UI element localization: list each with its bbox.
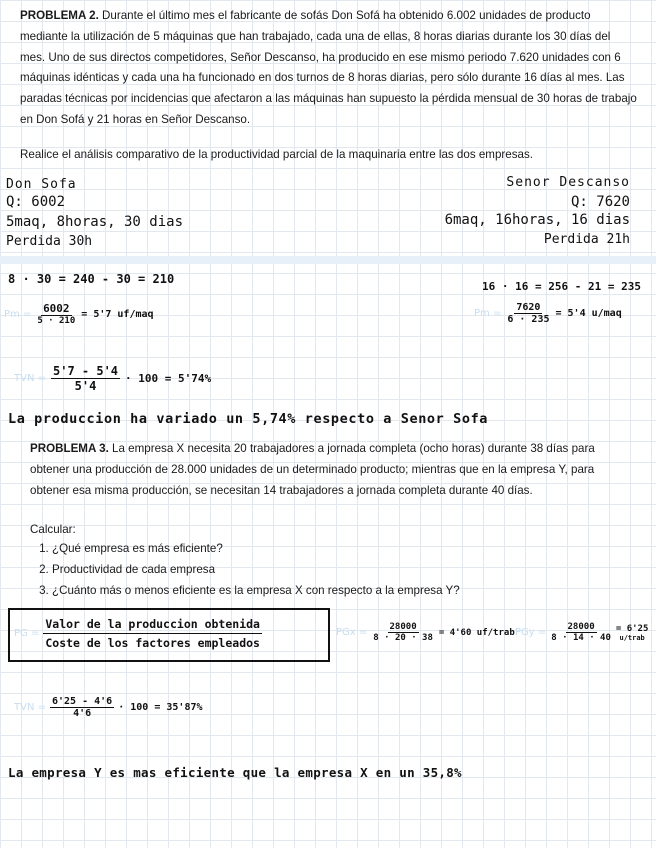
- pm-right-fraction: [505, 302, 551, 325]
- list-item: 1. ¿Qué empresa es más eficiente?: [52, 539, 632, 560]
- pg-formula: [14, 617, 262, 650]
- tvn-3-numerator: 6'25 - 4'6: [52, 696, 113, 707]
- tvn-2-label: TVN =: [14, 373, 46, 384]
- tvn-2-formula: [14, 364, 211, 393]
- divider-band: [0, 256, 656, 264]
- pm-left-denominator: 5 · 210: [37, 316, 76, 326]
- notes-right-machines: 6maq, 16horas, 16 dias: [444, 212, 630, 228]
- pgy-unit: u/trab: [619, 633, 645, 642]
- list-item: 2. Productividad de cada empresa: [52, 560, 632, 581]
- problem-3-list: [32, 539, 632, 601]
- pg-denominator: Coste de los factores empleados: [45, 636, 260, 650]
- tvn-2-numerator: 5'7 - 5'4: [53, 364, 119, 378]
- problem-3-title: PROBLEMA 3.: [30, 442, 109, 455]
- pgy-denominator: 8 · 14 · 40: [551, 633, 611, 643]
- notes-left-loss: Perdida 30h: [6, 234, 93, 249]
- pm-left-numerator: 6002: [43, 302, 70, 315]
- calc-hours-left: 8 · 30 = 240 - 30 = 210: [8, 272, 175, 286]
- tvn-2-result: · 100 = 5'74%: [125, 372, 212, 385]
- notes-right-quantity: Q: 7620: [570, 194, 630, 210]
- tvn-2-denominator: 5'4: [74, 379, 97, 393]
- pgx-result: = 4'60 uf/trab: [438, 627, 515, 638]
- problem-2-title: PROBLEMA 2.: [20, 9, 99, 22]
- conclusion-3: La empresa Y es mas eficiente que la empresa X en un 35,8%: [8, 765, 462, 780]
- calcular-label: Calcular:: [30, 523, 76, 536]
- pm-right-numerator: 7620: [516, 302, 541, 313]
- pgx-fraction: [371, 622, 435, 643]
- pm-right-formula: [474, 302, 622, 325]
- conclusion-2: La produccion ha variado un 5,74% respecto a Senor Sofa: [8, 411, 489, 427]
- notes-left-quantity: Q: 6002: [6, 194, 66, 210]
- pm-left-label: Pm =: [4, 308, 32, 320]
- tvn-3-label: TVN =: [14, 702, 46, 713]
- notes-left-machines: 5maq, 8horas, 30 dias: [6, 214, 184, 230]
- pgx-denominator: 8 · 20 · 38: [373, 633, 433, 643]
- pgy-label: PGy =: [515, 627, 547, 638]
- pg-fraction: [43, 617, 262, 650]
- pm-right-result: = 5'4 u/maq: [555, 308, 622, 319]
- problem-2-text: Durante el último mes el fabricante de sofás Don Sofá ha obtenido 6.002 unidades de producto mediante la utilización de 5 máquinas que han trabajado, cada una de ellas, 8 horas diarias durante los 30 días del mes. Uno de sus directos competidores, Señor Descanso, ha producido en ese mismo periodo 7.620 unidades con 6 máquinas idénticas y cada una ha funcionado en dos turnos de 8 horas diarias, pero sólo durante 16 días al mes. Las paradas técnicas por incidencias que afectaron a las máquinas han supuesto la pérdida mensual de 30 horas de trabajo en Don Sofá y 21 horas en Señor Descanso.: [20, 9, 637, 126]
- pgx-numerator: 28000: [389, 622, 417, 632]
- notes-right-company: Senor Descanso: [506, 175, 630, 190]
- pg-numerator: Valor de la produccion obtenida: [43, 617, 262, 634]
- tvn-3-formula: [14, 696, 203, 719]
- pm-left-formula: [4, 302, 154, 326]
- tvn-3-fraction: [50, 696, 114, 719]
- notes-right-loss: Perdida 21h: [543, 232, 630, 247]
- pgy-formula: [515, 622, 648, 643]
- pgx-label: PGx =: [336, 627, 368, 638]
- pgy-result: = 6'25: [615, 623, 649, 634]
- tvn-3-denominator: 4'6: [73, 708, 92, 719]
- pm-left-result: = 5'7 uf/maq: [81, 308, 154, 320]
- pgy-numerator: 28000: [567, 622, 595, 632]
- calc-hours-right: 16 · 16 = 256 - 21 = 235: [482, 280, 641, 293]
- pm-left-fraction: [35, 302, 77, 326]
- problem-2-statement: [20, 6, 638, 131]
- pgy-fraction: [549, 622, 613, 643]
- tvn-3-result: · 100 = 35'87%: [118, 702, 203, 713]
- problem-3-text: La empresa X necesita 20 trabajadores a jornada completa (ocho horas) durante 38 días para obtener una producción de 28.000 unidades de un determinado producto; mientras que en la empresa Y, para obtener esa misma producción, se necesitan 14 trabajadores a jornada completa durante 40 días.: [30, 442, 595, 497]
- pgx-formula: [336, 622, 515, 643]
- pm-right-label: Pm =: [474, 308, 502, 319]
- problem-2-task: Realice el análisis comparativo de la productividad parcial de la maquinaria entre las dos empresas.: [20, 148, 533, 161]
- problem-3-statement: [30, 439, 630, 501]
- pm-right-denominator: 6 · 235: [507, 314, 550, 325]
- notes-left-company: Don Sofa: [6, 177, 77, 192]
- tvn-2-fraction: [51, 364, 120, 393]
- pgy-result-block: [616, 624, 649, 642]
- pg-label: PG =: [14, 628, 40, 639]
- list-item: 3. ¿Cuánto más o menos eficiente es la empresa X con respecto a la empresa Y?: [52, 581, 632, 602]
